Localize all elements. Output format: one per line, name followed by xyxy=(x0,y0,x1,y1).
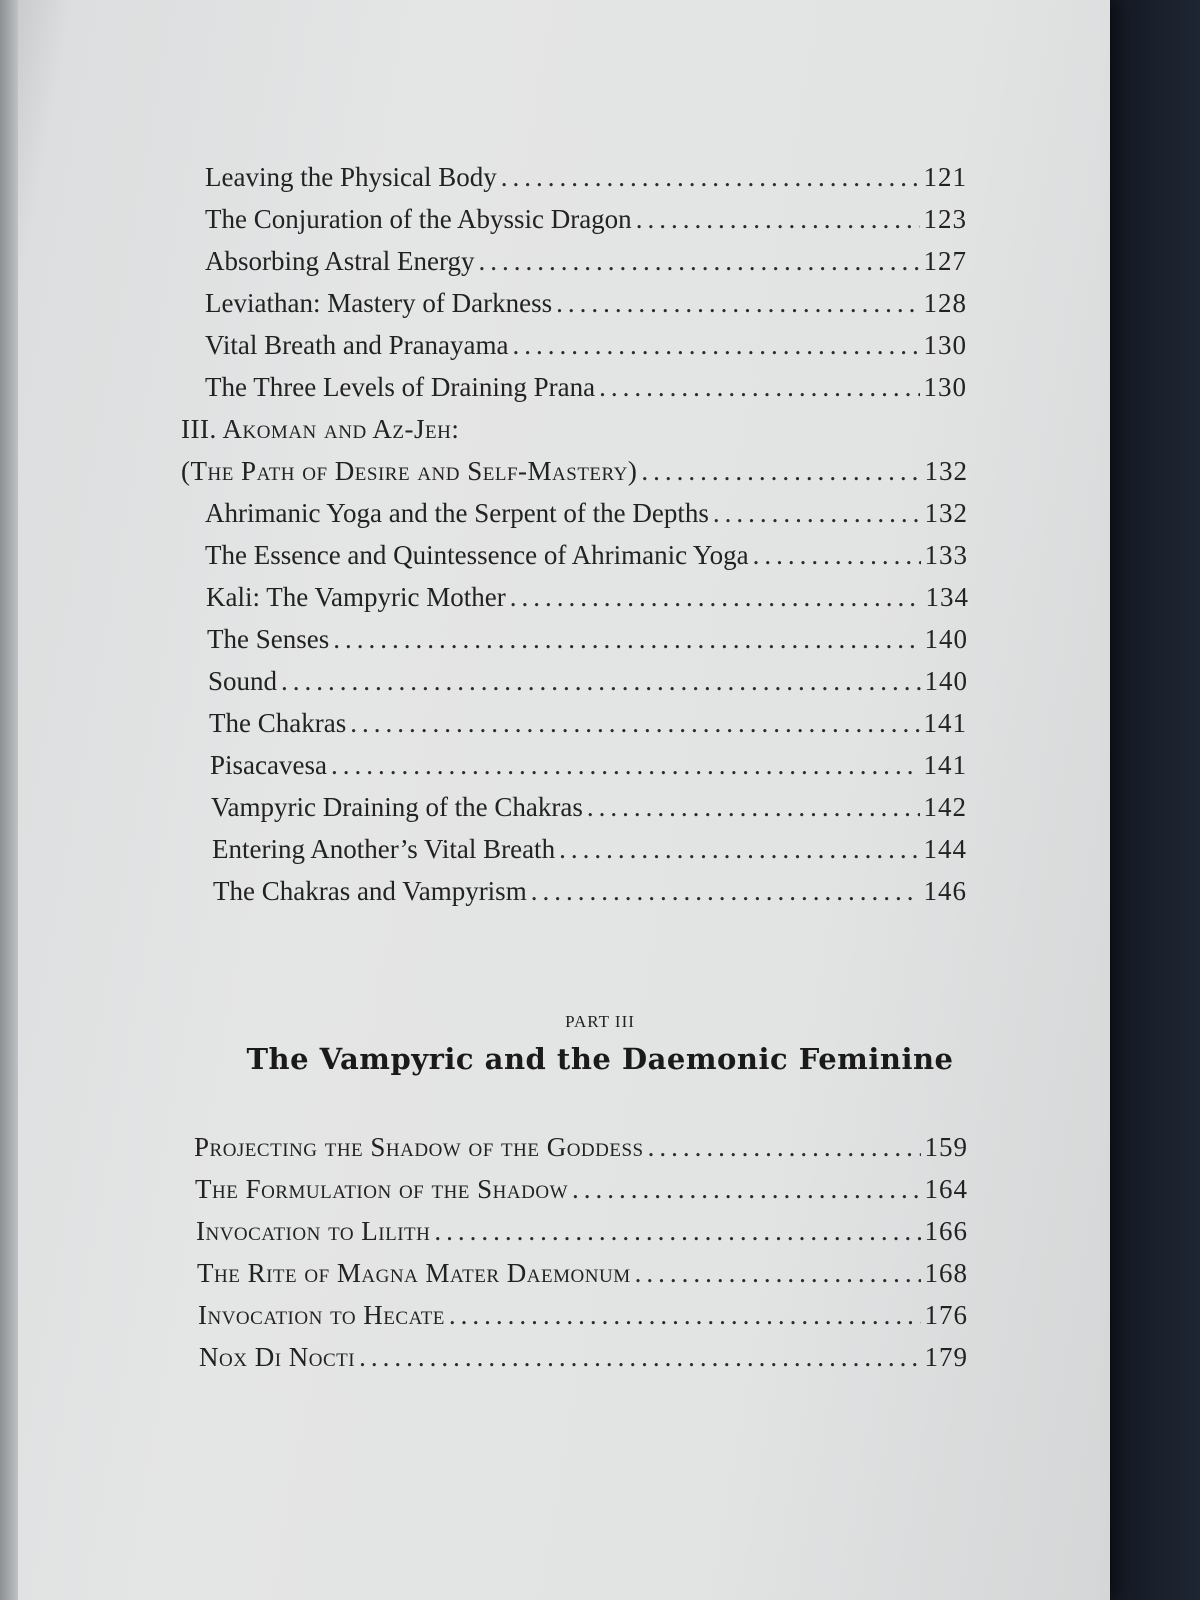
toc-entry-title: The Essence and Quintessence of Ahrimanic Yoga xyxy=(205,540,749,570)
toc-leader xyxy=(636,204,920,235)
toc-entry xyxy=(205,372,967,403)
chapter-heading-line-2: (The Path of Desire and Self-Mastery) xyxy=(181,456,638,486)
toc-entry-page: 142 xyxy=(923,792,967,822)
toc-entry-page: 121 xyxy=(923,162,967,192)
toc-entry-title: The Three Levels of Draining Prana xyxy=(205,372,596,402)
toc-entry-page: 176 xyxy=(924,1300,968,1330)
toc-entry-title: The Senses xyxy=(207,624,330,654)
toc-entry xyxy=(205,246,967,277)
toc-entry xyxy=(212,834,967,865)
toc-entry-title: The Chakras and Vampyrism xyxy=(213,876,527,906)
toc-entry-title: Entering Another’s Vital Breath xyxy=(212,834,556,864)
toc-entry xyxy=(198,1300,968,1331)
toc-entry-page: 123 xyxy=(923,204,967,234)
toc-leader xyxy=(281,666,920,697)
toc-leader xyxy=(513,330,920,361)
toc-entry xyxy=(206,582,969,613)
toc-entry-title: The Rite of Magna Mater Daemonum xyxy=(197,1258,631,1288)
toc-entry xyxy=(209,708,967,739)
toc-entry-page: 132 xyxy=(924,456,968,486)
toc-leader xyxy=(641,456,920,487)
toc-entry-title: Kali: The Vampyric Mother xyxy=(206,582,506,612)
toc-entry xyxy=(197,1258,968,1289)
toc-entry xyxy=(205,288,967,319)
toc-entry-title: Pisacavesa xyxy=(210,750,327,780)
toc-leader xyxy=(359,1342,920,1373)
chapter-heading-entry xyxy=(181,456,968,487)
chapter-heading-line-1: III. Akoman and Az-Jeh: xyxy=(181,414,460,444)
toc-entry-title: Projecting the Shadow of the Goddess xyxy=(194,1132,644,1162)
toc-entry-page: 132 xyxy=(924,498,968,528)
toc-leader xyxy=(572,1174,921,1205)
toc-entry-page: 140 xyxy=(924,666,968,696)
toc-leader xyxy=(501,162,920,193)
toc-entry-title: Vampyric Draining of the Chakras xyxy=(211,792,583,822)
toc-entry xyxy=(205,162,967,193)
toc-entry-title: Nox Di Nocti xyxy=(199,1342,356,1372)
toc-leader xyxy=(333,624,920,655)
toc-entry-page: 127 xyxy=(923,246,967,276)
toc-leader xyxy=(587,792,920,823)
toc-entry-page: 144 xyxy=(923,834,967,864)
toc-entry xyxy=(195,1174,968,1205)
toc-entry xyxy=(199,1342,968,1373)
toc-entry-title: Invocation to Hecate xyxy=(198,1300,445,1330)
toc-entry-page: 141 xyxy=(923,708,967,738)
toc-entry-page: 130 xyxy=(923,330,967,360)
toc-entry-page: 133 xyxy=(924,540,968,570)
toc-leader xyxy=(350,708,919,739)
toc-leader xyxy=(556,288,919,319)
toc-entry-title: Leviathan: Mastery of Darkness xyxy=(205,288,553,318)
toc-entry xyxy=(207,624,968,655)
toc-entry xyxy=(213,876,967,907)
toc-leader xyxy=(635,1258,921,1289)
toc-entry-page: 128 xyxy=(923,288,967,318)
toc-leader xyxy=(713,498,921,529)
toc-entry-page: 159 xyxy=(924,1132,968,1162)
page-gutter-edge xyxy=(0,0,18,1600)
toc-entry xyxy=(205,540,968,571)
toc-leader xyxy=(449,1300,921,1331)
toc-entry-page: 146 xyxy=(923,876,967,906)
part-title: The Vampyric and the Daemonic Feminine xyxy=(246,1042,954,1076)
toc-entry xyxy=(210,750,967,781)
toc-entry-page: 140 xyxy=(924,624,968,654)
toc-entry-page: 141 xyxy=(923,750,967,780)
toc-leader xyxy=(753,540,921,571)
toc-entry xyxy=(205,498,968,529)
toc-leader xyxy=(434,1216,920,1247)
toc-leader xyxy=(510,582,922,613)
toc-leader xyxy=(531,876,920,907)
toc-entry-title: The Chakras xyxy=(209,708,347,738)
toc-entry xyxy=(205,204,967,235)
toc-entry xyxy=(211,792,967,823)
toc-entry-page: 130 xyxy=(923,372,967,402)
toc-entry-title: Invocation to Lilith xyxy=(196,1216,431,1246)
toc-leader xyxy=(478,246,919,277)
toc-entry-page: 179 xyxy=(924,1342,968,1372)
part-label: PART III xyxy=(565,1012,635,1031)
background-dark-edge xyxy=(1110,0,1200,1600)
toc-entry-title: The Conjuration of the Abyssic Dragon xyxy=(205,204,632,234)
toc-leader xyxy=(559,834,919,865)
toc-entry-title: Vital Breath and Pranayama xyxy=(205,330,509,360)
toc-entry-title: Sound xyxy=(208,666,278,696)
toc-leader xyxy=(599,372,919,403)
toc-entry xyxy=(194,1132,968,1163)
toc-entry-title: The Formulation of the Shadow xyxy=(195,1174,568,1204)
toc-entry-title: Absorbing Astral Energy xyxy=(205,246,475,276)
toc-entry xyxy=(208,666,968,697)
toc-leader xyxy=(331,750,920,781)
toc-entry-page: 134 xyxy=(925,582,969,612)
toc-entry-title: Leaving the Physical Body xyxy=(205,162,497,192)
toc-entry-page: 166 xyxy=(924,1216,968,1246)
toc-leader xyxy=(648,1132,921,1163)
toc-entry-title: Ahrimanic Yoga and the Serpent of the Depths xyxy=(205,498,709,528)
toc-entry xyxy=(196,1216,968,1247)
toc-entry-page: 164 xyxy=(924,1174,968,1204)
toc-entry-page: 168 xyxy=(924,1258,968,1288)
toc-entry xyxy=(205,330,967,361)
